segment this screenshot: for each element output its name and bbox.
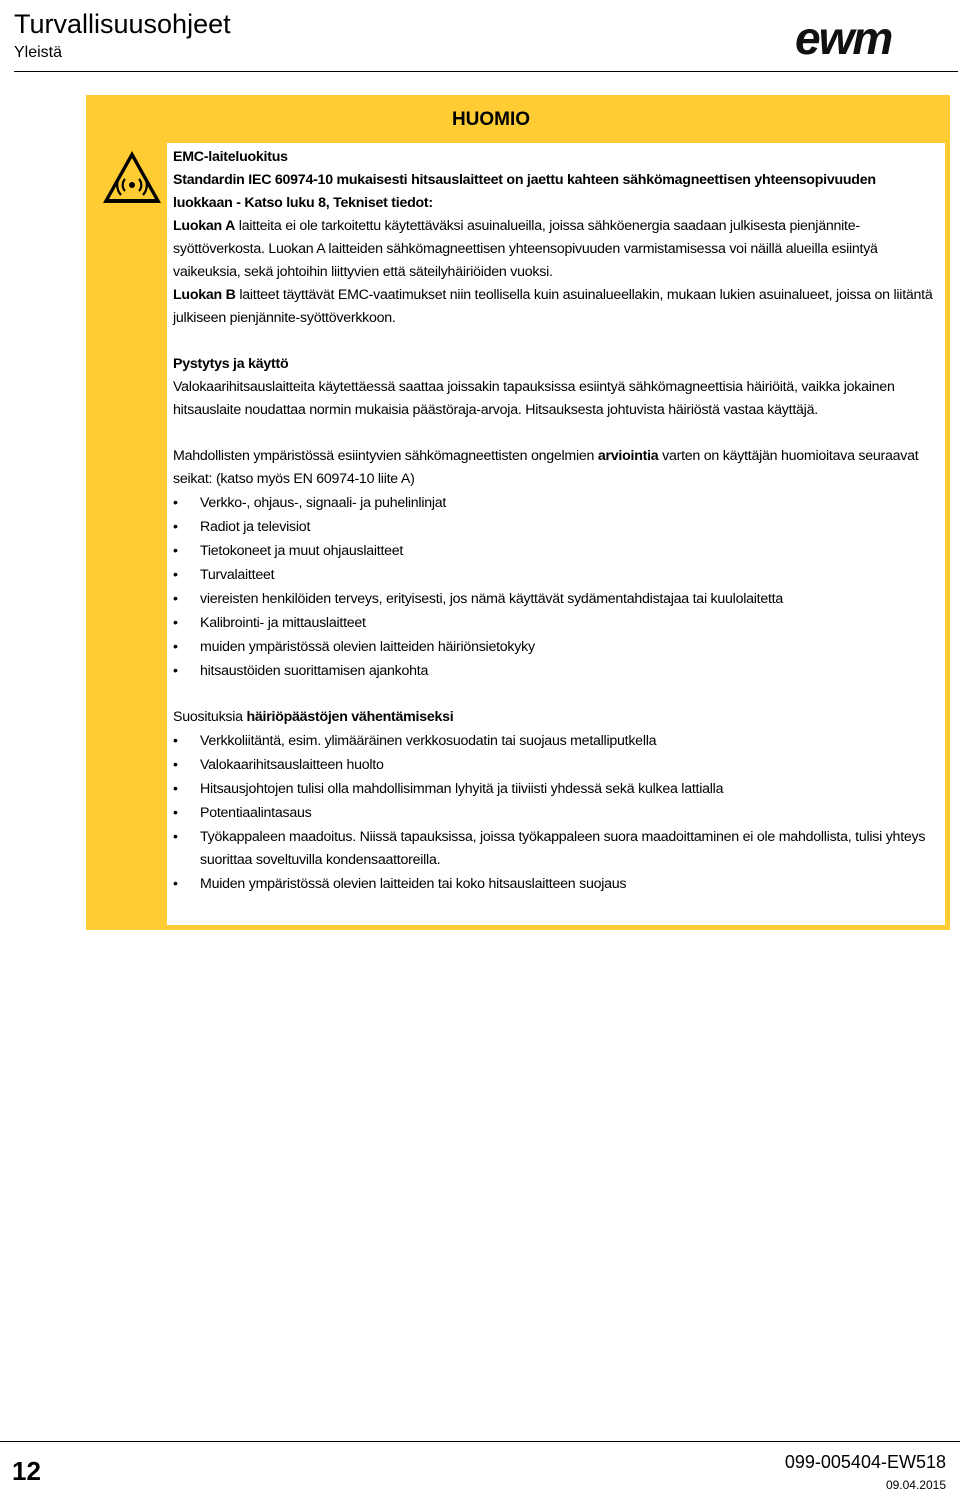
- reduce-paragraph: [173, 706, 938, 729]
- document-date: 09.04.2015: [885, 1478, 946, 1492]
- reduce-bold: häiriöpäästöjen vähentämiseksi: [246, 709, 454, 725]
- list-item: • Verkko-, ohjaus-, signaali- ja puhelinlinjat: [173, 492, 938, 515]
- list-item: • Tietokoneet ja muut ohjauslaitteet: [173, 540, 938, 563]
- page-title: Turvallisuusohjeet: [14, 9, 231, 39]
- class-a-text: laitteita ei ole tarkoitettu käytettäväksi asuinalueilla, joissa sähköenergia saadaan julkisesta pienjännite-syöttöverkosta. Luokan A laitteiden sähkömagneettisen yhteensopivuuden varmistamisessa voi näillä alueilla esiintyä vaikeuksia, sekä johtoihin liittyvien että säteilyhäiriöiden vuoksi.: [173, 218, 878, 280]
- class-b-paragraph: [173, 284, 938, 330]
- assess-bold: arviointia: [597, 448, 659, 464]
- list-item: • Hitsausjohtojen tulisi olla mahdollisimman lyhyitä ja tiiviisti yhdessä sekä kulkea lattialla: [173, 778, 938, 801]
- list-item: • Turvalaitteet: [173, 564, 938, 587]
- list-item: • Muiden ympäristössä olevien laitteiden tai koko hitsauslaitteen suojaus: [173, 873, 938, 896]
- list-item: • Radiot ja televisiot: [173, 516, 938, 539]
- assess-pre: Mahdollisten ympäristössä esiintyvien sähkömagneettisten ongelmien: [173, 448, 598, 464]
- class-b-text: laitteet täyttävät EMC-vaatimukset niin teollisella kuin asuinalueellakin, mukaan lukien asuinalueet, joissa on liitäntä julkiseen pienjännite-syöttöverkkoon.: [173, 287, 933, 326]
- header-divider: [14, 71, 958, 72]
- list-item: • Verkkoliitäntä, esim. ylimääräinen verkkosuodatin tai suojaus metalliputkella: [173, 730, 938, 753]
- list-item: • Potentiaalintasaus: [173, 802, 938, 825]
- list-item: • Kalibrointi- ja mittauslaitteet: [173, 612, 938, 635]
- page-header: [0, 0, 960, 76]
- ewm-logo: [793, 14, 937, 62]
- setup-text: Valokaarihitsauslaitteita käytettäessä saattaa joissakin tapauksissa esiintyä sähkömagneettisia häiriöitä, vaikka jokainen hitsauslaite noudattaa normin mukaisia päästöraja-arvoja. Hitsauksesta johtuvista häiriöstä vastaa käyttäjä.: [173, 379, 895, 418]
- class-a-label: Luokan A: [173, 218, 236, 234]
- list-item: • hitsaustöiden suorittamisen ajankohta: [173, 660, 938, 683]
- list-item: • viereisten henkilöiden terveys, erityisesti, jos nämä käyttävät sydämentahdistajaa tai kuulolaitetta: [173, 588, 938, 611]
- setup-heading: Pystytys ja käyttö: [173, 356, 289, 372]
- notice-title: HUOMIO: [451, 109, 531, 130]
- list-item: • Työkappaleen maadoitus. Niissä tapauksissa, joissa työkappaleen suora maadoittaminen ei ole mahdollista, tulisi yhteys suorittaa soveltuvilla kondensaattoreilla.: [173, 826, 938, 872]
- radiation-warning-icon: [101, 149, 163, 205]
- footer-divider: [0, 1441, 960, 1442]
- list-item: • muiden ympäristössä olevien laitteiden häiriönsietokyky: [173, 636, 938, 659]
- emc-heading: EMC-laiteluokitus: [173, 149, 288, 165]
- reduce-list: [173, 730, 938, 896]
- page-subtitle: Yleistä: [14, 44, 63, 61]
- class-b-label: Luokan B: [173, 287, 236, 303]
- list-item: • Valokaarihitsauslaitteen huolto: [173, 754, 938, 777]
- notice-header-bar: [91, 100, 945, 143]
- page-number: 12: [12, 1456, 41, 1486]
- reduce-pre: Suosituksia: [173, 709, 247, 725]
- logo-text: ewm: [795, 14, 892, 62]
- assess-list: [173, 492, 938, 683]
- document-number: 099-005404-EW518: [784, 1452, 946, 1472]
- class-a-paragraph: [173, 215, 938, 284]
- notice-content: [173, 146, 938, 896]
- assess-post: varten on käyttäjän huomioitava seuraavat seikat: (katso myös EN 60974-10 liite A): [173, 448, 919, 487]
- assess-paragraph: [173, 445, 938, 491]
- emc-standard: Standardin IEC 60974-10 mukaisesti hitsauslaitteet on jaettu kahteen sähkömagneettisen yhteensopivuuden luokkaan - Katso luku 8, Tekniset tiedot:: [173, 172, 876, 211]
- notice-icon-column: [91, 143, 167, 925]
